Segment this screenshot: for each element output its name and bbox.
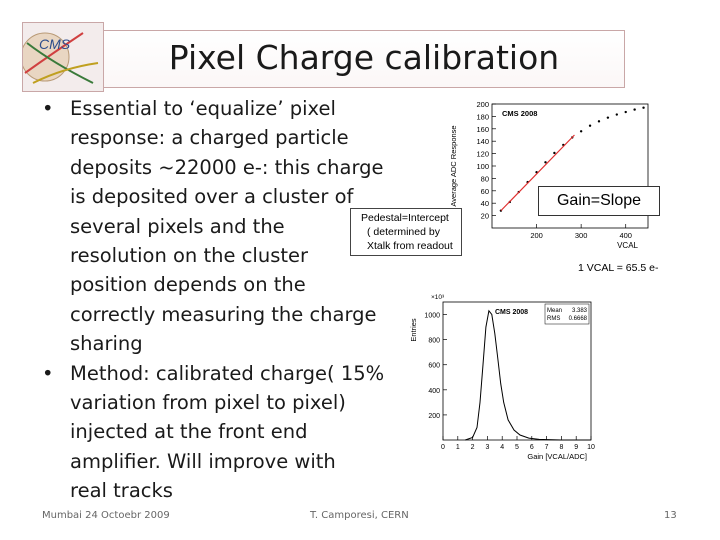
bullet-line: real tracks xyxy=(70,479,173,503)
bullet-line: deposits ~22000 e-: this charge xyxy=(70,155,384,179)
y-tick-label: 40 xyxy=(480,199,489,209)
bullet-line: amplifier. Will improve with xyxy=(70,449,336,473)
y-tick-label: 400 xyxy=(428,387,440,395)
stats-mean-label: Mean xyxy=(547,308,563,314)
vcal-conversion-note: 1 VCAL = 65.5 e- xyxy=(578,262,659,274)
y-axis-label: Average ADC Response xyxy=(449,125,458,207)
data-point xyxy=(625,111,627,113)
x-tick-label: 200 xyxy=(530,231,543,240)
data-point xyxy=(580,130,582,132)
x-tick-label: 9 xyxy=(574,444,579,451)
logo-text: CMS xyxy=(39,36,71,52)
y-tick-label: 600 xyxy=(428,362,440,370)
pedestal-line-1: Pedestal=Intercept xyxy=(361,212,449,224)
y-tick-label: 1000 xyxy=(424,312,440,320)
y-axis-label: Entries xyxy=(409,318,418,342)
bullet-line: correctly measuring the charge xyxy=(70,302,377,326)
x-tick-label: 8 xyxy=(559,444,564,451)
x-tick-label: 6 xyxy=(529,444,534,451)
data-point xyxy=(553,152,555,154)
x-tick-label: 5 xyxy=(515,444,519,451)
x-tick-label: 0 xyxy=(441,444,445,451)
data-point xyxy=(642,107,644,109)
x-tick-label: 3 xyxy=(485,444,490,451)
y-tick-label: 180 xyxy=(476,112,489,122)
x-axis-label: Gain [VCAL/ADC] xyxy=(527,452,587,461)
data-point xyxy=(633,108,635,110)
x-tick-label: 300 xyxy=(574,231,588,240)
gain-annotation: Gain=Slope xyxy=(538,186,660,216)
bullet-line: response: a charged particle xyxy=(70,126,349,150)
adc-response-chart xyxy=(448,96,668,256)
stats-mean-value: 3.383 xyxy=(571,308,587,314)
y-tick-label: 800 xyxy=(428,337,440,345)
bullet-list xyxy=(42,94,392,506)
x-axis-label: VCAL xyxy=(617,241,638,250)
y-tick-label: 140 xyxy=(476,137,489,147)
footer-date: Mumbai 24 Octoebr 2009 xyxy=(42,510,170,521)
chart-label: CMS 2008 xyxy=(495,309,529,316)
bullet-symbol: • xyxy=(42,361,54,385)
cms-logo-graphic xyxy=(23,23,103,91)
y-tick-label: 200 xyxy=(428,412,440,420)
data-point xyxy=(607,116,609,118)
footer-author: T. Camporesi, CERN xyxy=(310,510,409,521)
stats-rms-label: RMS xyxy=(547,316,561,322)
x-tick-label: 7 xyxy=(544,444,549,451)
bullet-line: variation from pixel to pixel) xyxy=(70,391,346,415)
bullet-item xyxy=(42,359,392,506)
y-exponent-label: ×10³ xyxy=(431,294,445,301)
bullet-line: resolution on the cluster xyxy=(70,244,309,268)
data-point xyxy=(616,113,618,115)
y-tick-label: 200 xyxy=(476,100,489,109)
bullet-line: is deposited over a cluster of xyxy=(70,185,354,209)
data-point xyxy=(589,125,591,127)
chart-label: CMS 2008 xyxy=(502,109,538,118)
bullet-line: position depends on the xyxy=(70,273,306,297)
y-tick-label: 20 xyxy=(480,211,489,221)
bullet-symbol: • xyxy=(42,97,54,120)
y-tick-label: 60 xyxy=(480,186,489,196)
y-tick-label: 120 xyxy=(476,149,489,159)
y-tick-label: 80 xyxy=(480,174,489,184)
pedestal-annotation xyxy=(350,208,462,256)
pedestal-line-2: ( determined by xyxy=(367,226,440,238)
bullet-line: Essential to ‘equalize’ pixel xyxy=(70,97,336,120)
x-tick-label: 400 xyxy=(619,231,632,240)
x-tick-label: 10 xyxy=(587,444,595,451)
gain-distribution-chart xyxy=(405,290,605,465)
stats-rms-value: 0.6668 xyxy=(568,316,587,322)
cms-logo xyxy=(22,22,104,92)
bullet-line: several pixels and the xyxy=(70,214,285,238)
slide-title: Pixel Charge calibration xyxy=(168,38,560,77)
x-tick-label: 4 xyxy=(500,444,505,451)
data-point xyxy=(598,120,600,122)
x-tick-label: 2 xyxy=(470,444,475,451)
bullet-line: sharing xyxy=(70,332,143,356)
bullet-line: Method: calibrated charge( 15% xyxy=(70,361,385,385)
bullet-text xyxy=(70,94,384,359)
y-tick-label: 100 xyxy=(476,162,489,171)
pedestal-line-3: Xtalk from readout xyxy=(367,240,453,252)
y-tick-label: 160 xyxy=(476,124,489,134)
bullet-line: injected at the front end xyxy=(70,420,308,444)
x-tick-label: 1 xyxy=(455,444,460,451)
page-number: 13 xyxy=(664,510,677,521)
bullet-text xyxy=(70,359,384,506)
bullet-item xyxy=(42,94,392,359)
